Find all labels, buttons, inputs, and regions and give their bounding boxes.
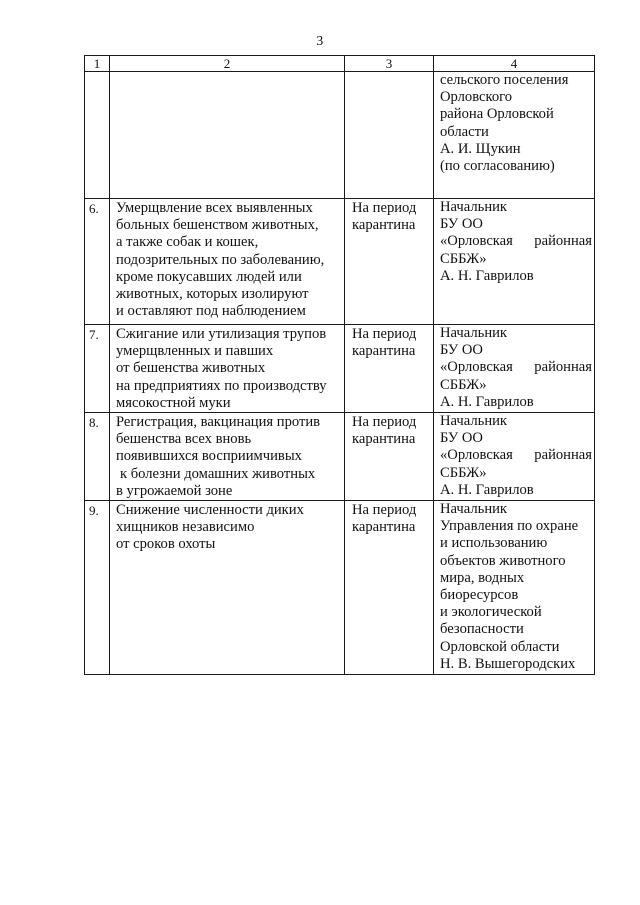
responsible-line: Орловской области: [440, 638, 560, 655]
responsible-line: БУ ОО: [440, 430, 483, 447]
period-line: На период: [352, 414, 417, 431]
description-line: больных бешенством животных,: [116, 217, 319, 234]
responsible-word: «Орловская: [440, 447, 513, 464]
responsible-word: районная: [534, 233, 592, 250]
responsible-line: СББЖ»: [440, 464, 487, 481]
responsible-line: [440, 233, 592, 250]
period-cell: [345, 199, 434, 325]
row-number-cell: 8.: [85, 413, 110, 501]
responsible-cell: [434, 325, 595, 413]
period-line: На период: [352, 200, 417, 216]
responsible-word: районная: [534, 359, 592, 376]
description-cell: [110, 413, 345, 501]
responsible-line: БУ ОО: [440, 216, 483, 233]
table-row: [85, 199, 595, 325]
description-line: к болезни домашних животных: [120, 465, 316, 482]
responsible-line: Начальник: [440, 199, 508, 215]
responsible-word: «Орловская: [440, 233, 513, 250]
description-line: кроме покусавших людей или: [116, 268, 302, 285]
responsible-cell: [434, 413, 595, 501]
responsible-line: Начальник: [440, 325, 508, 341]
row-number-cell: 6.: [85, 199, 110, 325]
description-line: и оставляют под наблюдением: [116, 303, 306, 320]
responsible-line: области: [440, 123, 489, 140]
responsible-line: сельского поселения: [440, 72, 569, 88]
description-line: от бешенства животных: [116, 360, 266, 377]
column-number-3: 3: [345, 56, 434, 72]
responsible-line: района Орловской: [440, 106, 554, 123]
period-line: карантина: [352, 519, 416, 536]
responsible-line: СББЖ»: [440, 376, 487, 393]
responsible-line: Управления по охране: [440, 518, 579, 535]
responsible-word: «Орловская: [440, 359, 513, 376]
description-line: Сжигание или утилизация трупов: [116, 326, 327, 342]
description-cell: [110, 501, 345, 675]
responsible-line: Начальник: [440, 501, 508, 518]
column-number-header-row: [85, 56, 595, 72]
description-line: от сроков охоты: [116, 536, 216, 553]
description-line: появившихся восприимчивых: [116, 448, 302, 465]
row-number-cell: 7.: [85, 325, 110, 413]
responsible-line: (по согласованию): [440, 158, 555, 175]
description-line: подозрительных по заболеванию,: [116, 251, 325, 268]
description-line: бешенства всех вновь: [116, 431, 252, 448]
period-line: На период: [352, 502, 417, 519]
period-cell: [345, 325, 434, 413]
responsible-cell: [434, 72, 595, 199]
responsible-line: А. Н. Гаврилов: [440, 481, 534, 498]
responsible-line: безопасности: [440, 621, 524, 638]
responsible-word: районная: [534, 447, 592, 464]
column-number-2: 2: [110, 56, 345, 72]
period-cell: [345, 413, 434, 501]
period-line: На период: [352, 326, 417, 342]
description-cell: [110, 72, 345, 199]
description-line: животных, которых изолируют: [116, 286, 309, 303]
responsible-line: [440, 359, 592, 376]
responsible-line: СББЖ»: [440, 250, 487, 267]
measures-table: [84, 55, 595, 675]
row-number-cell: 9.: [85, 501, 110, 675]
responsible-line: и использованию: [440, 535, 548, 552]
responsible-line: БУ ОО: [440, 342, 483, 359]
description-line: на предприятиях по производству: [116, 377, 327, 394]
description-line: а также собак и кошек,: [116, 234, 259, 251]
period-line: карантина: [352, 343, 416, 360]
responsible-cell: [434, 501, 595, 675]
responsible-cell: [434, 199, 595, 325]
responsible-line: Начальник: [440, 413, 508, 430]
responsible-line: биоресурсов: [440, 587, 519, 604]
description-line: хищников независимо: [116, 519, 255, 536]
description-cell: [110, 199, 345, 325]
page-number: 3: [316, 34, 324, 49]
description-line: Снижение численности диких: [116, 502, 304, 519]
responsible-line: мира, водных: [440, 569, 525, 586]
table-row-continuation: [85, 72, 595, 199]
responsible-line: А. И. Щукин: [440, 140, 521, 157]
table-row: [85, 325, 595, 413]
description-line: в угрожаемой зоне: [116, 482, 233, 499]
period-cell: [345, 72, 434, 199]
responsible-line: А. Н. Гаврилов: [440, 393, 534, 410]
description-line: Умерщвление всех выявленных: [116, 200, 313, 216]
column-number-4: 4: [434, 56, 595, 72]
responsible-line: А. Н. Гаврилов: [440, 267, 534, 284]
responsible-line: и экологической: [440, 604, 542, 621]
period-line: карантина: [352, 431, 416, 448]
period-line: карантина: [352, 217, 416, 234]
period-cell: [345, 501, 434, 675]
responsible-line: Орловского: [440, 89, 513, 106]
responsible-line: объектов животного: [440, 552, 566, 569]
column-number-1: 1: [85, 56, 110, 72]
row-number-cell: [85, 72, 110, 199]
responsible-line: Н. В. Вышегородских: [440, 655, 576, 672]
responsible-line: [440, 447, 592, 464]
table-row: [85, 413, 595, 501]
description-line: умерщвленных и павших: [116, 343, 274, 360]
description-line: мясокостной муки: [116, 394, 231, 411]
description-cell: [110, 325, 345, 413]
table-row: [85, 501, 595, 675]
description-line: Регистрация, вакцинация против: [116, 414, 321, 431]
